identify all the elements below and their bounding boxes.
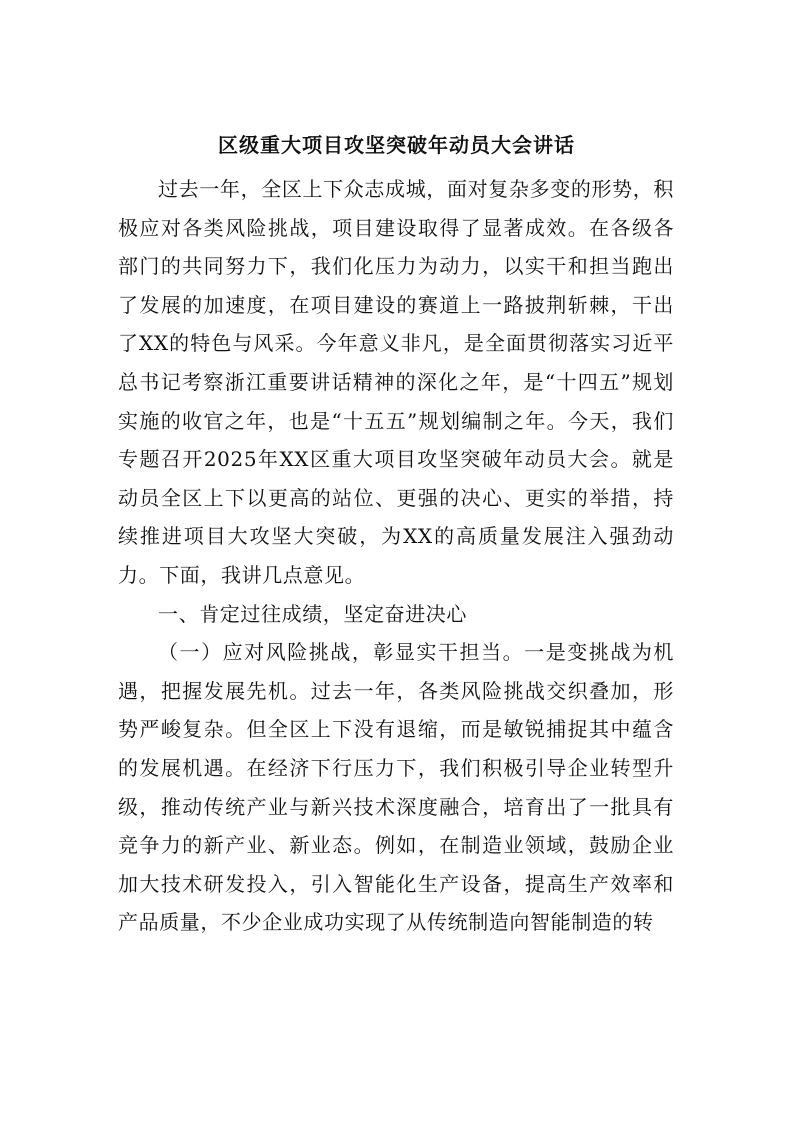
document-title: 区级重大项目攻坚突破年动员大会讲话 xyxy=(218,133,575,157)
paragraph-intro: 过去一年，全区上下众志成城，面对复杂多变的形势，积极应对各类风险挑战，项目建设取得了显著成效。在各级各部门的共同努力下，我们化压力为动力，以实干和担当跑出了发展的加速度，在项目建设的赛道上一路披荆斩棘，干出了XX的特色与风采。今年意义非凡，是全面贯彻落实习近平总书记考察浙江重要讲话精神的深化之年，是“十四五”规划实施的收官之年，也是“十五五”规划编制之年。今天，我们专题召开2025年XX区重大项目攻坚突破年动员大会。就是动员全区上下以更高的站位、更强的决心、更实的举措，持续推进项目大攻坚大突破，为XX的高质量发展注入强劲动力。下面，我讲几点意见。 xyxy=(118,177,674,587)
document-body xyxy=(118,170,674,942)
paragraph-subsection: （一）应对风险挑战，彰显实干担当。一是变挑战为机遇，把握发展先机。过去一年，各类风险挑战交织叠加，形势严峻复杂。但全区上下没有退缩，而是敏锐捕捉其中蕴含的发展机遇。在经济下行压力下，我们积极引导企业转型升级，推动传统产业与新兴技术深度融合，培育出了一批具有竞争力的新产业、新业态。例如，在制造业领域，鼓励企业加大技术研发投入，引入智能化生产设备，提高生产效率和产品质量，不少企业成功实现了从传统制造向智能制造的转 xyxy=(118,640,674,935)
section-heading: 一、肯定过往成绩，坚定奋进决心 xyxy=(158,601,467,626)
